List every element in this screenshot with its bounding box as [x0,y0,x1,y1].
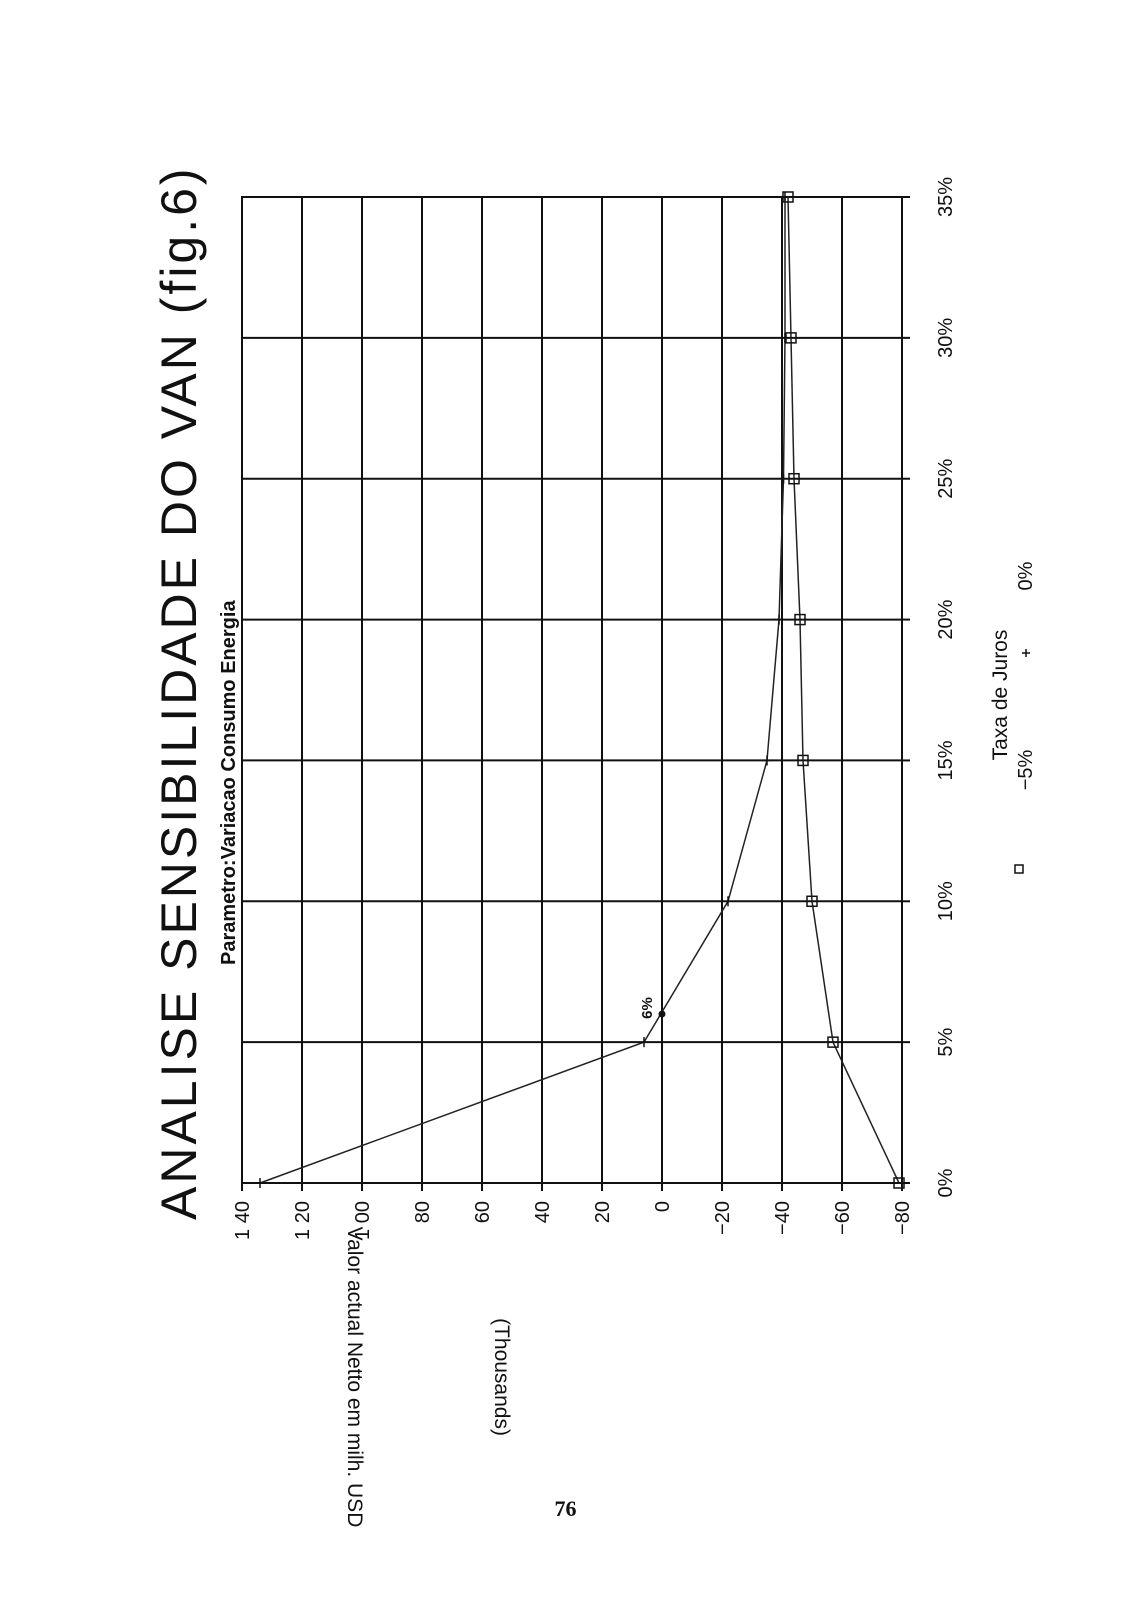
data-point-plus [762,755,772,765]
y-tick-label: 80 [412,1201,434,1224]
data-point-plus [255,1178,265,1188]
data-point-plus [779,474,789,484]
y-tick-label: 40 [532,1201,554,1224]
data-point-plus [723,896,733,906]
page-number: 76 [554,1496,577,1521]
y-tick-label: −40 [772,1201,794,1235]
y-tick-label: −20 [712,1201,734,1235]
x-tick-label: 10% [935,881,957,922]
grid [242,197,902,1183]
y-axis-label: Valor actual Netto em milh. USD [343,1226,366,1528]
x-axis-label: Taxa de Juros [989,629,1012,761]
y-tick-label: −60 [832,1201,854,1235]
x-tick-label: 35% [935,176,957,218]
x-tick-label: 0% [935,1168,957,1198]
series [255,192,904,1188]
y-tick-label: 20 [592,1201,614,1224]
y-axis [232,1183,914,1240]
x-tick-label: 30% [935,317,957,358]
x-tick-label: 20% [935,599,957,640]
x-tick-label: 5% [935,1027,957,1057]
y-tick-label: 60 [472,1201,494,1224]
x-tick-label: 25% [935,458,957,499]
x-axis [902,177,957,1198]
y-tick-label: 1 00 [352,1201,374,1240]
x-tick-label: 15% [935,740,957,781]
y-tick-label: −80 [892,1201,914,1235]
series-line-2 [260,197,785,1183]
chart-subtitle: Parametro:Variacao Consumo Energia [218,600,240,965]
series-line-1 [788,197,899,1183]
data-point-plus [639,1037,649,1047]
legend-entry-series-1: −5% [1015,749,1037,791]
y-axis-unit-label: (Thousands) [490,1318,513,1436]
plot-frame [242,197,902,1183]
legend [1015,561,1037,873]
annotation-marker [659,1010,666,1017]
legend-square-marker-icon [1015,865,1023,873]
y-tick-label: 1 20 [292,1201,314,1240]
legend-entry-series-2: 0% [1015,561,1037,591]
y-tick-label: 1 40 [232,1201,254,1240]
annotation-label: 6% [639,997,656,1019]
y-tick-label: 0 [652,1201,674,1213]
legend-plus-marker-icon [1022,649,1030,657]
chart-title: ANALISE SENSIBILIDADE DO VAN (fig.6) [151,165,207,1220]
